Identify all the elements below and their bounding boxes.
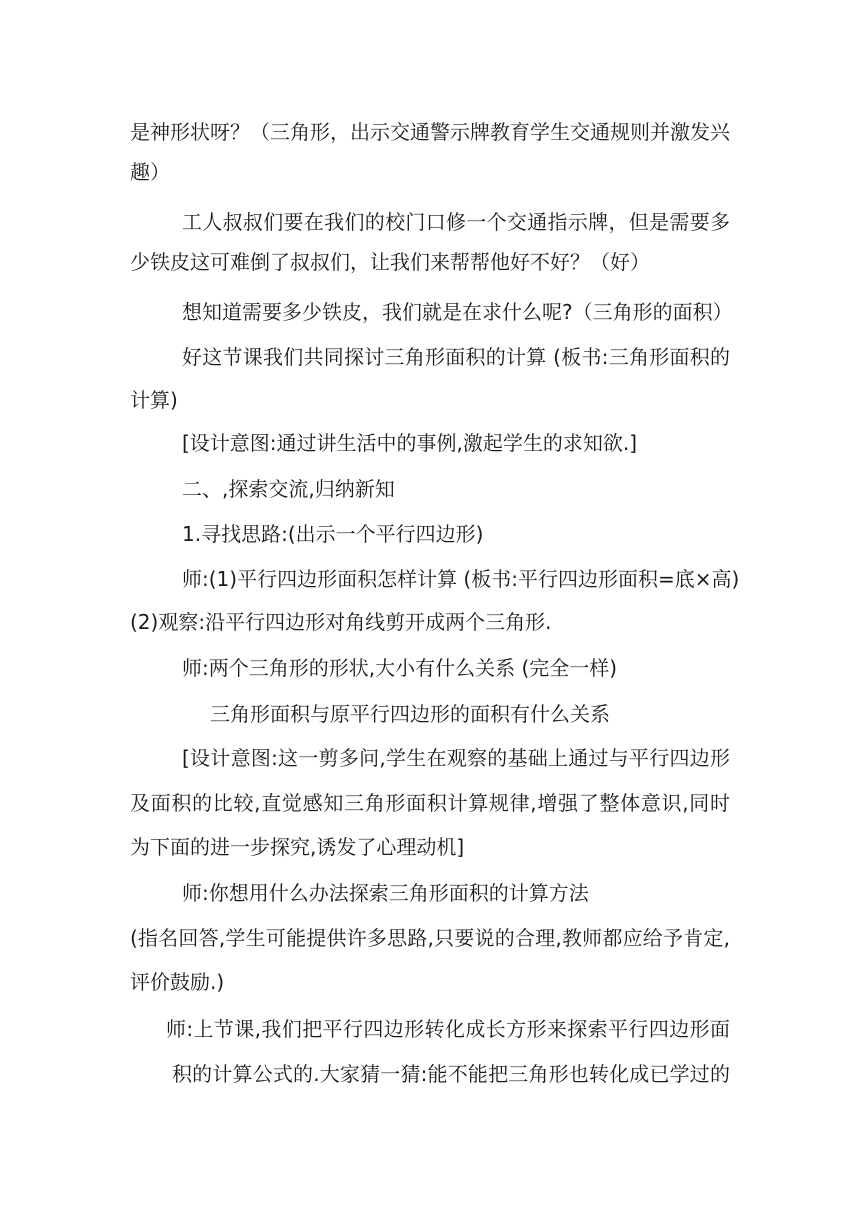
paragraph-line: 好这节课我们共同探讨三角形面积的计算 (板书:三角形面积的 (182, 345, 730, 369)
paragraph-line: 1.寻找思路:(出示一个平行四边形) (182, 522, 484, 546)
paragraph-line: 师:两个三角形的形状,大小有什么关系 (完全一样) (182, 656, 618, 680)
paragraph-line: 想知道需要多少铁皮，我们就是在求什么呢?（三角形的面积） (182, 300, 733, 324)
paragraph-line: 三角形面积与原平行四边形的面积有什么关系 (210, 702, 610, 726)
paragraph-line: 师:上节课,我们把平行四边形转化成长方形来探索平行四边形面 (166, 1017, 730, 1041)
paragraph-line: (2)观察:沿平行四边形对角线剪开成两个三角形. (130, 610, 552, 634)
paragraph-line: 是神形状呀？（三角形，出示交通警示牌教育学生交通规则并激发兴 (130, 120, 730, 144)
section-heading: 二、,探索交流,归纳新知 (182, 477, 395, 501)
paragraph-line: 评价鼓励.) (130, 970, 225, 994)
paragraph-line: 工人叔叔们要在我们的校门口修一个交通指示牌，但是需要多 (182, 210, 730, 234)
paragraph-line: [设计意图:通过讲生活中的事例,激起学生的求知欲.] (182, 431, 638, 455)
paragraph-line: 为下面的进一步探究,诱发了心理动机] (130, 835, 465, 859)
paragraph-line: 师:(1)平行四边形面积怎样计算 (板书:平行四边形面积=底×高) (182, 567, 740, 591)
paragraph-line: 少铁皮这可难倒了叔叔们，让我们来帮帮他好不好？（好） (130, 250, 650, 274)
paragraph-line: [设计意图:这一剪多问,学生在观察的基础上通过与平行四边形 (182, 746, 730, 770)
paragraph-line: 积的计算公式的.大家猜一猜:能不能把三角形也转化成已学过的 (172, 1062, 730, 1086)
paragraph-line: 计算) (130, 388, 178, 412)
paragraph-line: 及面积的比较,直觉感知三角形面积计算规律,增强了整体意识,同时 (130, 791, 730, 815)
paragraph-line: 趣） (130, 160, 170, 184)
paragraph-line: 师:你想用什么办法探索三角形面积的计算方法 (182, 881, 589, 905)
paragraph-line: (指名回答,学生可能提供许多思路,只要说的合理,教师都应给予肯定, (130, 926, 730, 950)
